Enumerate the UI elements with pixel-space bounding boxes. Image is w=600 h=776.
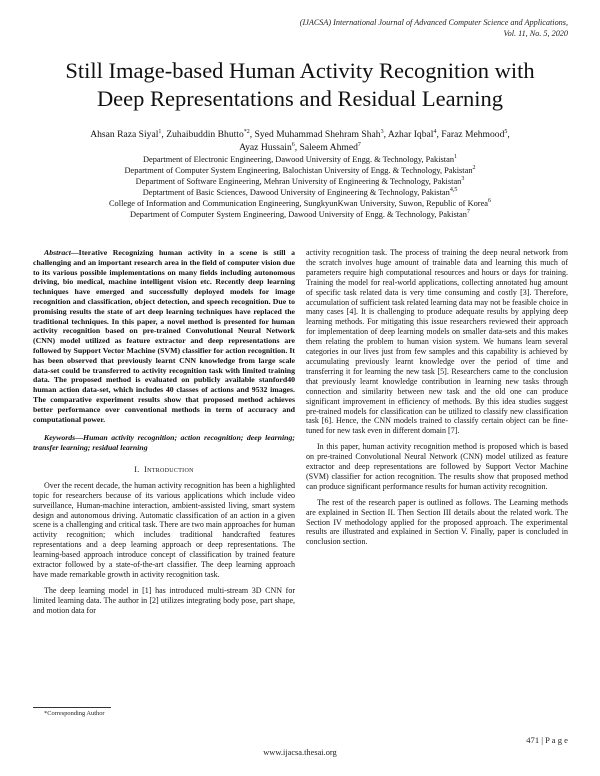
section-title: Introduction (144, 464, 194, 474)
affiliation (30, 166, 570, 177)
affiliation-text: Department of Electronic Engineering, Dawood University of Engg. & Technology, Pakistan (142, 155, 455, 164)
affiliation-sup: 2 (472, 165, 476, 172)
author-separator: , (383, 129, 388, 140)
journal-name: (IJACSA) International Journal of Advanced Computer Science and Applications, (299, 18, 568, 27)
journal-volume: Vol. 11, No. 5, 2020 (503, 28, 568, 38)
page-number: 471 | P a g e (526, 735, 568, 745)
paragraph: The deep learning model in [1] has introduced multi-stream 3D CNN for limited learning data. The author in [2] utilizes integrating body pose, part shape, and motion data for (33, 585, 295, 615)
author-name: Ayaz Hussain (239, 141, 292, 153)
affiliation-text: Department of Computer System Engineering, Balochistan University of Engg. & Technology, Pakistan (124, 165, 473, 175)
left-column (33, 248, 295, 622)
affiliation-sup: 7 (466, 208, 470, 215)
paragraph: Over the recent decade, the human activity recognition has been a highlighted topic for researchers because of its various applications which include video surveillance, Human-machine interaction, ambient-assisted living, smart system design and autonomous driving. Automatic classification of an action in a given scene is a challenging and critical task. There are two main approaches for human activity recognition; which includes traditional handcrafted features representations and a deep learning approach or deep representations. The learning-based approach introduce concept of classification by trained feature extractor followed by a state-of-the-art classifier. The deep learning approach have made remarkable growth in activity recognition task. (33, 480, 295, 579)
affiliation-sup: 3 (461, 176, 465, 183)
affiliation-text: Deptartment of Basic Sciences, Dawood University of Engineering & Technology, Pakistan (142, 187, 450, 197)
right-column (306, 248, 568, 553)
author-separator: , (294, 141, 300, 153)
affiliation-text: Department of Software Engineering, Mehran University of Engineering & Technology, Pakistan (135, 176, 462, 186)
author-sup: 4 (433, 128, 437, 135)
title-line-1: Still Image-based Human Activity Recognition with (65, 58, 535, 83)
abstract (33, 248, 295, 424)
affiliation (30, 210, 570, 221)
author-name: Azhar Iqbal (387, 129, 434, 140)
author-line-1 (30, 129, 570, 142)
section-heading-introduction (33, 465, 295, 475)
affiliation-sup: 1 (454, 154, 458, 161)
keywords (33, 433, 295, 453)
affiliation-list (30, 155, 570, 220)
journal-url[interactable]: www.ijacsa.thesai.org (263, 748, 337, 757)
paragraph: In this paper, human activity recognition method is proposed which is based on pre-trained Convolutional Neural Network (CNN) model utilized as feature extractor and deep representations are followed by Support Vector Machine (SVM) classifier for action recognition. The results show that proposed method can produce significant performance results for human activity recognition. (306, 442, 568, 491)
author-sup: 5 (504, 128, 508, 135)
author-line-2 (30, 142, 570, 155)
footnote: *Corresponding Author (44, 710, 105, 717)
affiliation (30, 177, 570, 188)
author-separator: , (161, 129, 167, 140)
author-name: Ahsan Raza Siyal (90, 129, 159, 140)
journal-header (188, 18, 568, 39)
title-line-2: Deep Representations and Residual Learning (96, 86, 504, 111)
author-separator: , (507, 129, 510, 140)
keywords-text: —Human activity recognition; action recognition; deep learning; transfer learning; residual learning (33, 433, 295, 453)
paragraph: The rest of the research paper is outlined as follows. The Learning methods are explained in Section II. Then Section III details about the related work. The Section IV methodology applied for the proposed approach. The experimental results are illustrated and explained in Section V. Finally, paper is concluded in conclusion section. (306, 497, 568, 547)
section-numeral: I. (134, 464, 140, 474)
author-sup: 1 (158, 128, 162, 135)
footnote-rule (33, 707, 111, 708)
author-separator: , (436, 129, 442, 140)
author-name: Syed Muhammad Shehram Shah (254, 129, 381, 140)
author-sup: *2 (243, 128, 250, 135)
abstract-text: —Iterative Recognizing human activity in a scene is still a challenging and an important research area in the field of computer vision due to its various possible implementations on many fields including autonomous driving, bio medical, machine intelligent vision etc. Recently deep learning techniques have emerged and successfully deployed models for image recognition and classification, object detection, and speech recognition. Due to promising results the state of art deep learning techniques have replaced the traditional techniques. In this paper, a novel method is presented for human activity recognition based on pre-trained Convolutional Neural Network (CNN) model utilized as feature extractor and deep representations are followed by Support Vector Machine (SVM) classifier for action recognition. It has been observed that previously learnt CNN knowledge from large scale data-set could be transferred to activity recognition task with limited training data. The proposed method is evaluated on publicly available stanford40 human action data-set, which includes 40 classes of actions and 9532 images. The comparative experiment results show that proposed method achieves better performance over conventional methods in term of accuracy and computational power. (33, 248, 295, 424)
paper-title (30, 57, 570, 113)
author-name: Saleem Ahmed (299, 141, 358, 153)
affiliation-sup: 4,5 (449, 186, 458, 193)
affiliation-sup: 6 (488, 197, 492, 204)
affiliation-text: Department of Computer System Engineering, Dawood University of Engg. & Technology, Pakistan (130, 209, 467, 219)
paragraph: activity recognition task. The process of training the deep neural network from the scratch involves huge amount of trainable data and learning this much of parameters require high computational resources and hours or days for training. Training the model for real-world applications, collecting annotated hug amount of specific task related data is very time consuming and costly [3]. Therefore, accumulation of sufficient task related learning data may not be feasible choice in many cases [4]. It is challenging to produce adequate results by applying deep learning methods. For mitigating this issue researchers reviewed their approach for implementation of deep learning models on smaller data-sets and this makes them relating the problem to human vision system. We humans learn several categories in our lives just from few samples and this capability is achieved by accumulating previously learnt knowledge over the period of time and transferring it for learning the new task [5]. Researchers came to the conclusion that previously learnt knowledge contribution in learning new tasks through connection and similarity between new task and the old one can produce significant improvement in efficiency of methods. By this idea studies suggest pre-trained models for classification can be utilized to classify new classification task [6]. Hence, the CNN models trained to classify certain object can be fine-tuned for new task even in different domain [7]. (306, 248, 568, 436)
author-sup: 3 (380, 128, 384, 135)
keywords-label: Keywords (44, 433, 76, 443)
author-list (30, 129, 570, 154)
author-sup: 6 (291, 141, 295, 148)
author-separator: , (249, 129, 255, 140)
affiliation (30, 155, 570, 166)
author-name: Faraz Mehmood (441, 129, 505, 140)
author-sup: 7 (357, 141, 361, 148)
abstract-label: Abstract (44, 248, 71, 257)
affiliation-text: College of Information and Communication Engineering, SungkyunKwan University, Suwon, Republic of Korea (108, 198, 489, 208)
affiliation (30, 199, 570, 210)
author-name: Zuhaibuddin Bhutto (166, 129, 244, 140)
